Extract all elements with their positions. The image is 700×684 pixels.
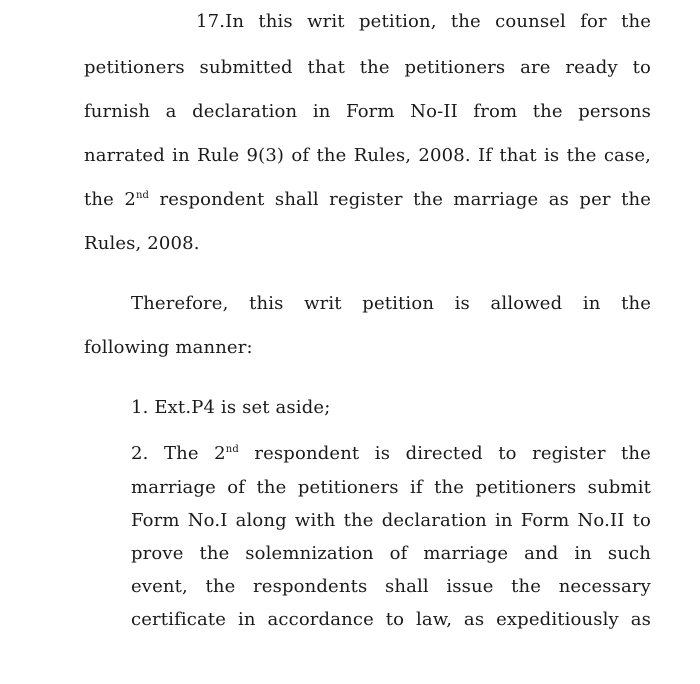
para17-line-2: petitioners submitted that the petitioners are ready to (84, 57, 651, 78)
item-1: 1. Ext.P4 is set aside; (131, 397, 331, 418)
item-2-line-6: certificate in accordance to law, as expeditiously as (131, 609, 651, 630)
para17-line-5-post: respondent shall register the marriage as per the (149, 189, 652, 210)
item-2-pre: 2. The 2 (131, 443, 226, 464)
ordinal-superscript: nd (225, 444, 239, 455)
item-2-line-4: prove the solemnization of marriage and in such (131, 543, 651, 564)
para17-line-6: Rules, 2008. (84, 233, 200, 254)
item-2-line-2: marriage of the petitioners if the petitioners submit (131, 477, 651, 498)
ordinal-superscript: nd (135, 190, 150, 201)
item-2-line-3: Form No.I along with the declaration in Form No.II to (131, 510, 651, 531)
item-2-line-1 (131, 442, 651, 466)
para17-line-5 (84, 188, 651, 212)
therefore-line-2: following manner: (84, 337, 253, 358)
item-2-line-5: event, the respondents shall issue the necessary (131, 576, 651, 597)
para17-line-1: 17.In this writ petition, the counsel for the (196, 11, 651, 32)
item-2-post: respondent is directed to register the (238, 443, 651, 464)
para17-line-3: furnish a declaration in Form No-II from the persons (84, 101, 651, 122)
para17-line-4: narrated in Rule 9(3) of the Rules, 2008. If that is the case, (84, 145, 651, 166)
therefore-line-1: Therefore, this writ petition is allowed in the (131, 293, 651, 314)
para17-line-5-pre: the 2 (84, 189, 136, 210)
